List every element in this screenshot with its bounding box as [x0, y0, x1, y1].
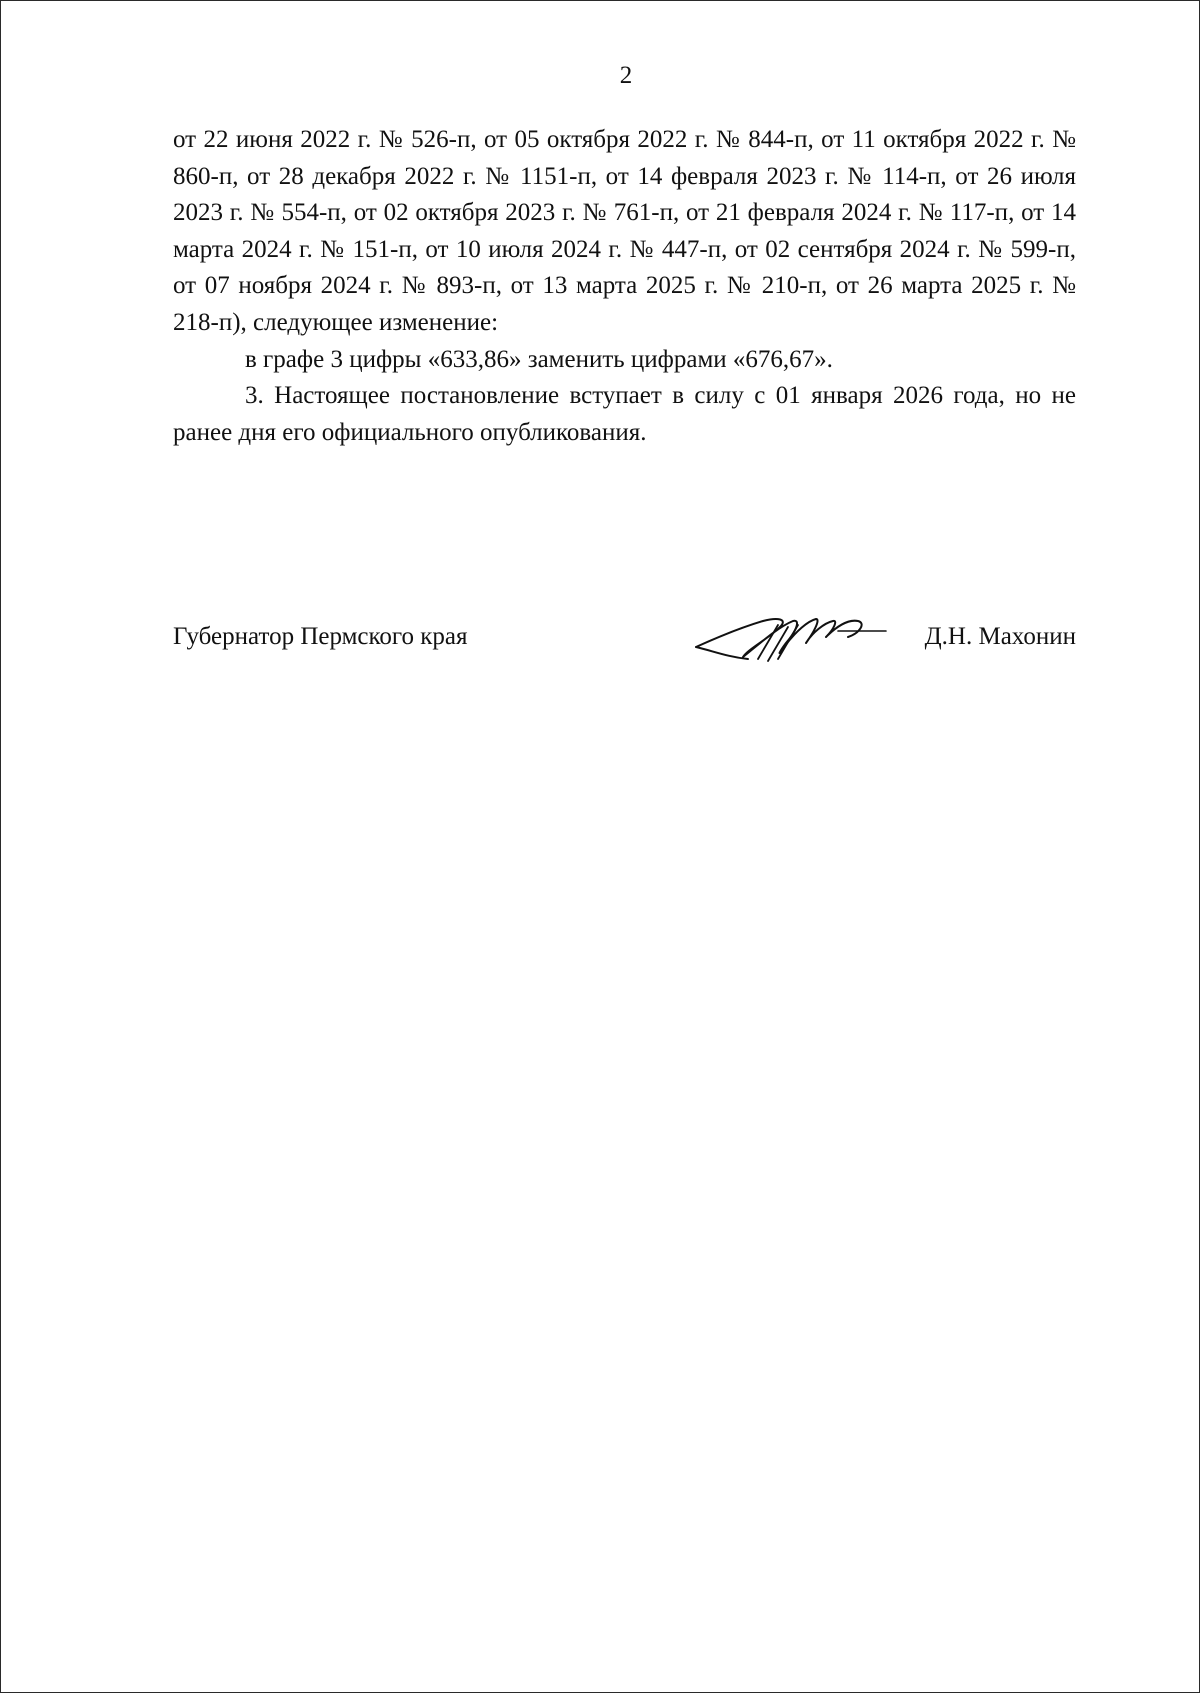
handwritten-signature-icon [688, 607, 888, 667]
signer-name: Д.Н. Махонин [924, 623, 1076, 650]
paragraph-amendments-list: от 22 июня 2022 г. № 526-п, от 05 октября 2022 г. № 844-п, от 11 октября 2022 г. № 860-п, от 28 декабря 2022 г. № 1151-п, от 14 февраля 2023 г. № 114-п, от 26 июля 2023 г. № 554-п, от 02 октября 2023 г. № 761-п, от 21 февраля 2024 г. № 117-п, от 14 марта 2024 г. № 151-п, от 10 июля 2024 г. № 447-п, от 02 сентября 2024 г. № 599-п, от 07 ноября 2024 г. № 893-п, от 13 марта 2025 г. № 210-п, от 26 марта 2025 г. № 218-п), следующее изменение: [173, 126, 1076, 336]
document-body [173, 122, 1076, 451]
paragraph-effective-date: 3. Настоящее постановление вступает в силу с 01 января 2026 года, но не ранее дня его официального опубликования. [173, 382, 1076, 446]
signature-block [173, 615, 1076, 675]
page-number: 2 [619, 62, 633, 89]
paragraph-change: в графе 3 цифры «633,86» заменить цифрами «676,67». [245, 345, 833, 373]
signer-title: Губернатор Пермского края [173, 623, 468, 650]
